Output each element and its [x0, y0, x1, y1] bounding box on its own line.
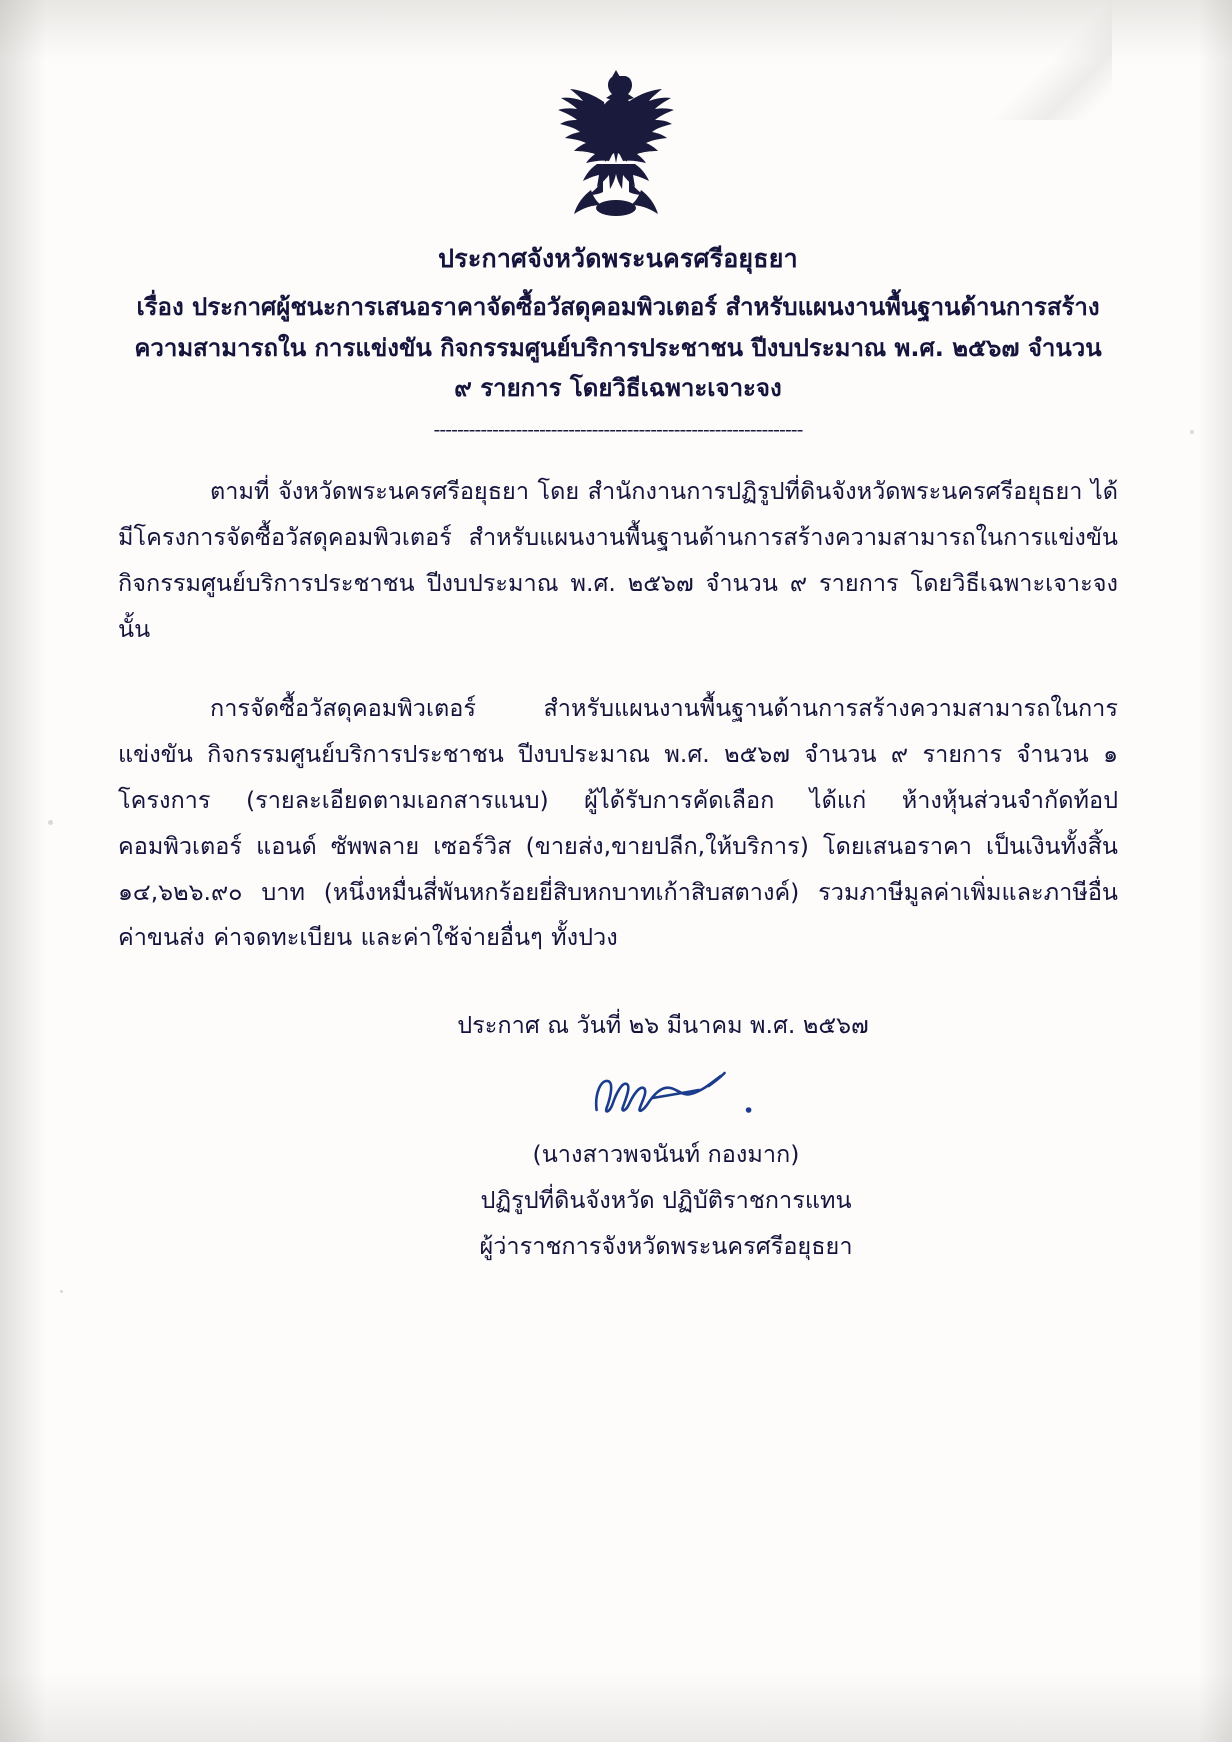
divider: --------------------------------------------------------------- [433, 419, 803, 442]
scan-speck [60, 1290, 63, 1293]
subject-heading [118, 287, 1118, 409]
signature-block [118, 1066, 1118, 1269]
paper-fold-mark [962, 0, 1112, 120]
scan-shadow-left [0, 0, 46, 1742]
page-title: ประกาศจังหวัดพระนครศรีอยุธยา [438, 244, 798, 273]
signer-position-line-2: ผู้ว่าราชการจังหวัดพระนครศรีอยุธยา [479, 1231, 853, 1260]
paragraph-1: ตามที่ จังหวัดพระนครศรีอยุธยา โดย สำนักงานการปฏิรูปที่ดินจังหวัดพระนครศรีอยุธยา ได้มีโครงการจัดซื้อวัสดุคอมพิวเตอร์ สำหรับแผนงานพื้นฐานด้านการสร้างความสามารถในการแข่งขัน กิจกรรมศูนย์บริการประชาชน ปีงบประมาณ พ.ศ. ๒๕๖๗ จำนวน ๙ รายการ โดยวิธีเฉพาะเจาะจง นั้น [118, 477, 1118, 643]
scan-shadow-top [0, 0, 1232, 60]
scan-shadow-bottom [0, 1672, 1232, 1742]
subject-line-2: การแข่งขัน กิจกรรมศูนย์บริการประชาชน ปีงบประมาณ พ.ศ. ๒๕๖๗ จำนวน ๙ รายการ โดยวิธีเฉพาะเจาะจง [314, 333, 1102, 403]
handwritten-signature-icon [214, 1066, 1118, 1130]
signer-name: (นางสาวพจนันท์ กองมาก) [532, 1140, 800, 1169]
scan-speck [48, 820, 53, 825]
scan-speck [1190, 430, 1194, 434]
paragraph-2: การจัดซื้อวัสดุคอมพิวเตอร์ สำหรับแผนงานพื้นฐานด้านการสร้างความสามารถในการแข่งขัน กิจกรรมศูนย์บริการประชาชน ปีงบประมาณ พ.ศ. ๒๕๖๗ จำนวน ๙ รายการ จำนวน ๑ โครงการ (รายละเอียดตามเอกสารแนบ) ผู้ได้รับการคัดเลือก ได้แก่ ห้างหุ้นส่วนจำกัดท้อป คอมพิวเตอร์ แอนด์ ซัพพลาย เซอร์วิส (ขายส่ง,ขายปลีก,ให้บริการ) โดยเสนอราคา เป็นเงินทั้งสิ้น ๑๔,๖๒๖.๙๐ บาท (หนึ่งหมื่นสี่พันหกร้อยยี่สิบหกบาทเก้าสิบสตางค์) รวมภาษีมูลค่าเพิ่มและภาษีอื่น ค่าขนส่ง ค่าจดทะเบียน และค่าใช้จ่ายอื่นๆ ทั้งปวง [118, 694, 1118, 952]
scan-shadow-right [1198, 0, 1232, 1742]
signer-position-line-1: ปฏิรูปที่ดินจังหวัด ปฏิบัติราชการแทน [480, 1186, 852, 1215]
subject-line-1: เรื่อง ประกาศผู้ชนะการเสนอราคาจัดซื้อวัสดุคอมพิวเตอร์ สำหรับแผนงานพื้นฐานด้านการสร้างความสามารถใน [134, 292, 1100, 362]
announcement-date: ประกาศ ณ วันที่ ๒๖ มีนาคม พ.ศ. ๒๕๖๗ [457, 1011, 869, 1040]
garuda-emblem [541, 68, 691, 228]
document-body [118, 240, 1118, 1270]
